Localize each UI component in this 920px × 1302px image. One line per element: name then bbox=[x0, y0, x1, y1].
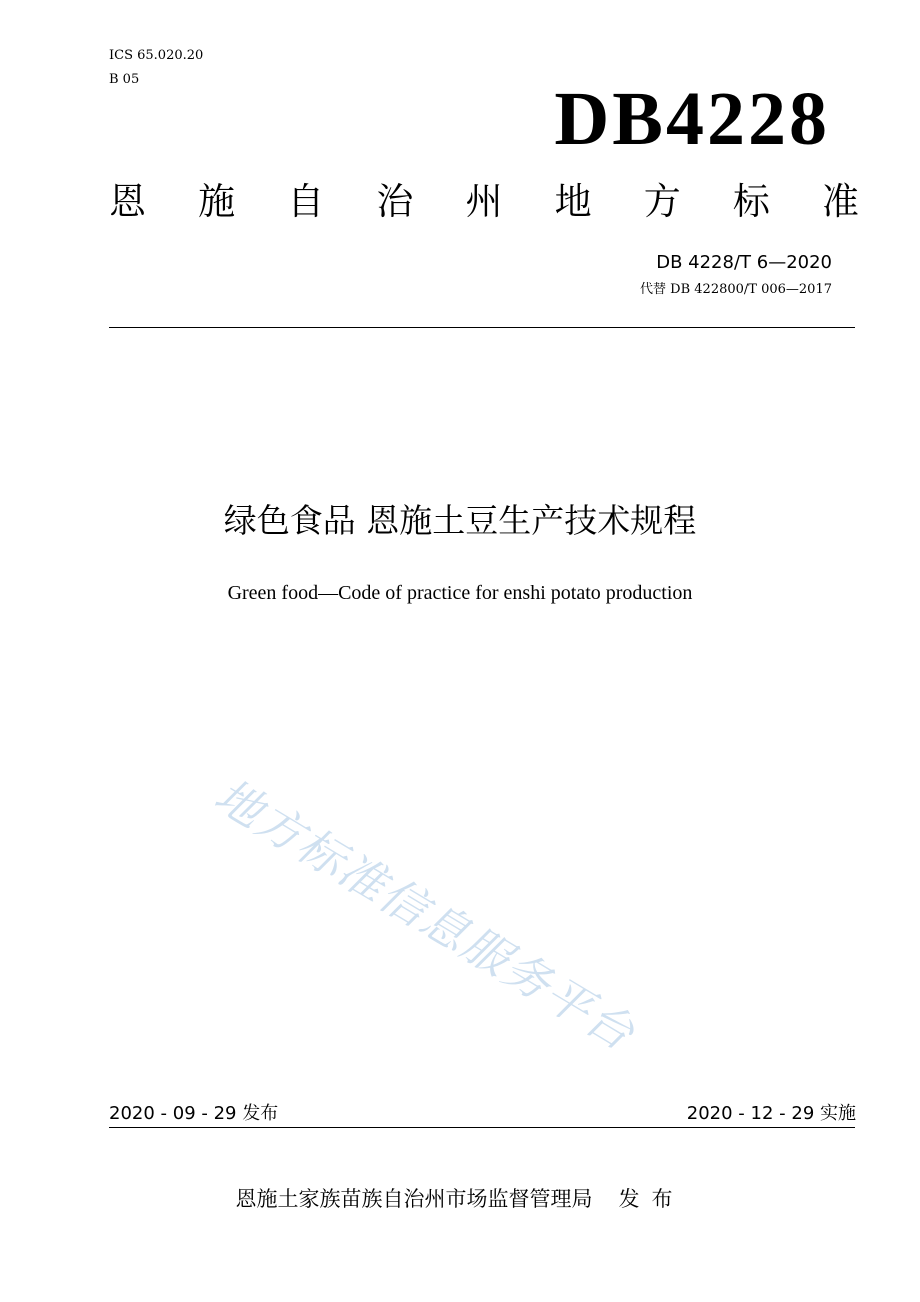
publish-date: 2020 - 09 - 29 发布 bbox=[109, 1103, 279, 1124]
standard-type-char: 施 bbox=[198, 180, 236, 223]
standard-type-char: 方 bbox=[643, 180, 681, 223]
standard-type-char: 恩 bbox=[109, 180, 146, 223]
implement-date: 2020 - 12 - 29 实施 bbox=[686, 1103, 856, 1124]
replaces-standard: 代替 DB 422800/T 006—2017 bbox=[640, 282, 832, 297]
issuer-line bbox=[0, 1182, 920, 1216]
footer-divider bbox=[109, 1127, 855, 1128]
header-divider bbox=[109, 327, 855, 328]
issuer-action: 发布 bbox=[618, 1187, 685, 1211]
standard-type-char: 准 bbox=[822, 180, 859, 223]
watermark: 地方标准信息服务平台 bbox=[205, 767, 645, 1062]
standard-type-heading bbox=[109, 180, 859, 224]
standard-type-char: 标 bbox=[732, 180, 770, 223]
ccs-code: B 05 bbox=[109, 72, 140, 87]
standard-type-char: 地 bbox=[554, 180, 592, 223]
standard-type-char: 州 bbox=[465, 180, 503, 223]
standard-type-char: 自 bbox=[287, 180, 325, 223]
ics-code: ICS 65.020.20 bbox=[109, 48, 204, 63]
document-title-en: Green food—Code of practice for enshi potato production bbox=[227, 582, 693, 604]
standard-type-char: 治 bbox=[376, 180, 414, 223]
issuer-name: 恩施土家族苗族自治州市场监督管理局 bbox=[235, 1187, 593, 1211]
standard-logo: DB4228 bbox=[554, 77, 830, 161]
standard-number: DB 4228/T 6—2020 bbox=[656, 252, 832, 273]
document-title-zh: 绿色食品 恩施土豆生产技术规程 bbox=[223, 501, 697, 540]
